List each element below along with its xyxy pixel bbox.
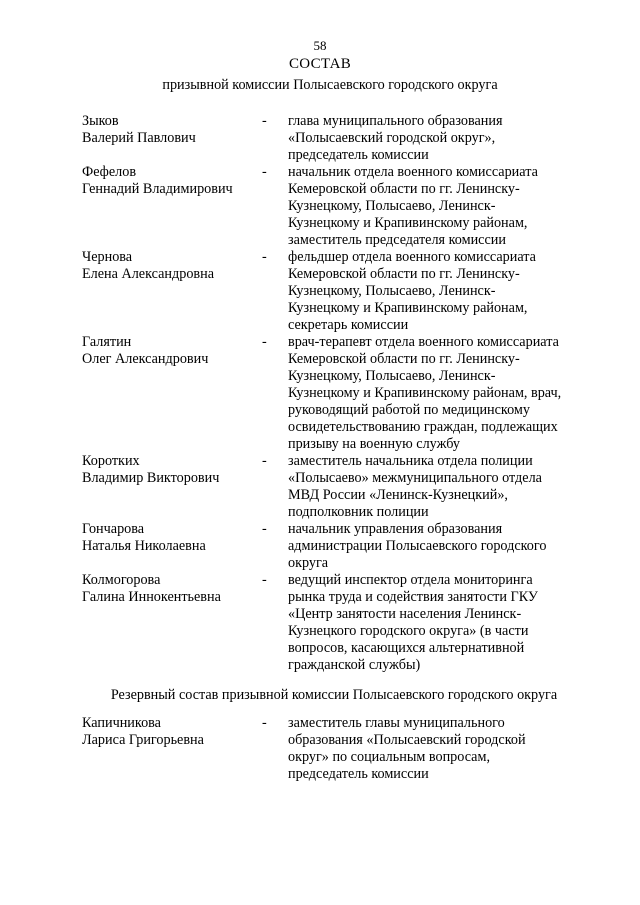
member-role-line: МВД России «Ленинск-Кузнецкий», [288, 487, 508, 503]
member-role-line: председатель комиссии [288, 147, 429, 163]
member-dash: - [262, 113, 267, 129]
document-subtitle: призывной комиссии Полысаевского городского округа [162, 77, 498, 93]
member-role [288, 521, 588, 572]
reserve-heading: Резервный состав призывной комиссии Полысаевского городского округа [110, 687, 558, 703]
member-role [288, 249, 588, 334]
member-name [82, 521, 262, 572]
member-entry [82, 715, 592, 783]
member-role [288, 334, 588, 453]
member-role-line: заместитель начальника отдела полиции [288, 453, 533, 469]
member-role-line: начальник управления образования [288, 521, 503, 537]
member-role-line: глава муниципального образования [288, 113, 503, 129]
member-surname: Фефелов [82, 164, 137, 180]
member-role-line: образования «Полысаевский городской [288, 732, 526, 748]
member-given-names: Наталья Николаевна [82, 538, 206, 554]
member-surname: Зыков [82, 113, 119, 129]
member-role-line: Кузнецкого городского округа» (в части [288, 623, 529, 639]
member-dash: - [262, 521, 267, 537]
member-role-line: Кемеровской области по гг. Ленинску- [288, 181, 520, 197]
member-surname: Колмогорова [82, 572, 161, 588]
member-role-line: администрации Полысаевского городского [288, 538, 547, 554]
member-entry [82, 572, 592, 674]
member-entry [82, 164, 592, 249]
member-role-line: «Центр занятости населения Ленинск- [288, 606, 522, 622]
member-role-line: начальник отдела военного комиссариата [288, 164, 538, 180]
member-role-line: округ» по социальным вопросам, [288, 749, 490, 765]
reserve-members-list [82, 715, 592, 783]
commission-members-list [82, 113, 592, 674]
member-entry [82, 249, 592, 334]
member-name [82, 249, 262, 334]
member-surname: Гончарова [82, 521, 145, 537]
member-role-line: «Полысаево» межмуниципального отдела [288, 470, 542, 486]
member-entry [82, 113, 592, 164]
member-entry [82, 453, 592, 521]
member-role-line: фельдшер отдела военного комиссариата [288, 249, 536, 265]
member-role [288, 113, 588, 164]
member-role-line: заместитель главы муниципального [288, 715, 505, 731]
member-role-line: вопросов, касающихся альтернативной [288, 640, 525, 656]
member-name [82, 113, 262, 164]
member-role-line: гражданской службы) [288, 657, 421, 673]
member-entry [82, 521, 592, 572]
page-number: 58 [313, 38, 327, 53]
member-role [288, 164, 588, 249]
member-role-line: Кузнецкому и Крапивинскому районам, врач, [288, 385, 562, 401]
member-given-names: Геннадий Владимирович [82, 181, 233, 197]
member-role-line: подполковник полиции [288, 504, 429, 520]
member-given-names: Галина Иннокентьевна [82, 589, 221, 605]
member-role-line: округа [288, 555, 329, 571]
member-given-names: Олег Александрович [82, 351, 209, 367]
member-role-line: врач-терапевт отдела военного комиссариата [288, 334, 559, 350]
member-role-line: Кузнецкому, Полысаево, Ленинск- [288, 198, 496, 214]
member-role-line: руководящий работой по медицинскому [288, 402, 530, 418]
member-role-line: Кузнецкому, Полысаево, Ленинск- [288, 283, 496, 299]
member-role-line: Кузнецкому, Полысаево, Ленинск- [288, 368, 496, 384]
member-name [82, 715, 262, 783]
member-dash: - [262, 249, 267, 265]
member-dash: - [262, 572, 267, 588]
member-role-line: призыву на военную службу [288, 436, 460, 452]
member-dash: - [262, 164, 267, 180]
member-role-line: «Полысаевский городской округ», [288, 130, 496, 146]
member-given-names: Елена Александровна [82, 266, 214, 282]
member-role-line: Кемеровской области по гг. Ленинску- [288, 266, 520, 282]
member-name [82, 164, 262, 249]
member-role-line: ведущий инспектор отдела мониторинга [288, 572, 533, 588]
member-entry [82, 334, 592, 453]
member-role-line: Кузнецкому и Крапивинскому районам, [288, 215, 528, 231]
member-role-line: секретарь комиссии [288, 317, 409, 333]
member-given-names: Владимир Викторович [82, 470, 220, 486]
member-dash: - [262, 715, 267, 731]
member-name [82, 453, 262, 521]
member-role-line: освидетельствованию граждан, подлежащих [288, 419, 558, 435]
member-surname: Капичникова [82, 715, 161, 731]
member-role [288, 572, 588, 674]
member-name [82, 572, 262, 674]
member-surname: Коротких [82, 453, 140, 469]
member-surname: Чернова [82, 249, 133, 265]
member-role-line: рынка труда и содействия занятости ГКУ [288, 589, 538, 605]
member-role-line: заместитель председателя комиссии [288, 232, 506, 248]
member-role-line: председатель комиссии [288, 766, 429, 782]
member-role-line: Кузнецкому и Крапивинскому районам, [288, 300, 528, 316]
member-surname: Галятин [82, 334, 132, 350]
member-dash: - [262, 334, 267, 350]
member-role [288, 715, 588, 783]
member-dash: - [262, 453, 267, 469]
member-given-names: Лариса Григорьевна [82, 732, 204, 748]
member-role [288, 453, 588, 521]
member-name [82, 334, 262, 453]
document-title: СОСТАВ [288, 56, 352, 72]
member-given-names: Валерий Павлович [82, 130, 196, 146]
member-role-line: Кемеровской области по гг. Ленинску- [288, 351, 520, 367]
